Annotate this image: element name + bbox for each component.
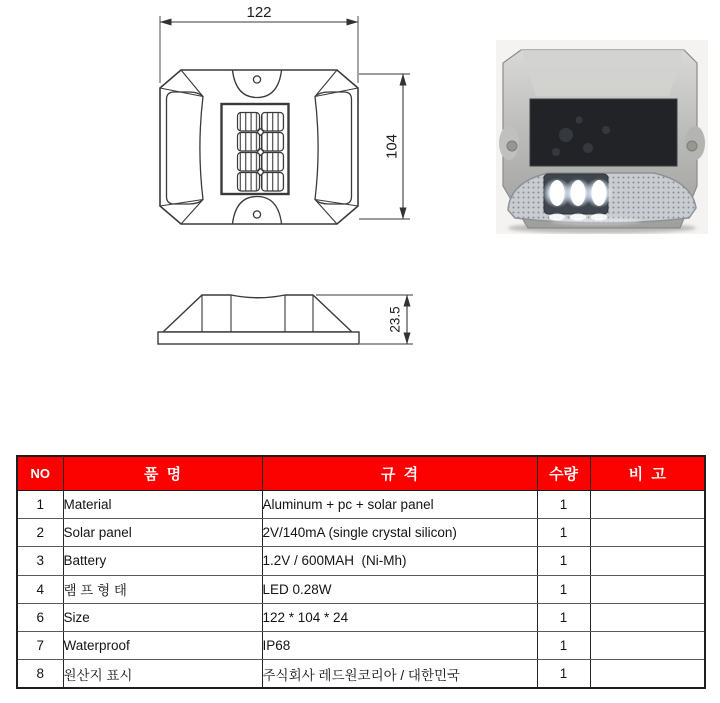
product-photo-art	[496, 40, 708, 234]
cell-note	[590, 491, 705, 519]
side-body-outline	[163, 295, 352, 332]
table-row	[17, 519, 705, 547]
cell-spec: 1.2V / 600MAH (Ni-Mh)	[262, 547, 537, 575]
table-row	[17, 660, 705, 689]
cell-no: 3	[17, 547, 63, 575]
cell-no: 1	[17, 491, 63, 519]
side-view-drawing	[158, 295, 413, 344]
cell-note	[590, 575, 705, 603]
col-header-name: 품 명	[63, 456, 262, 491]
cell-spec: Aluminum + pc + solar panel	[262, 491, 537, 519]
dim-label-height: 104	[383, 133, 401, 160]
cell-name: Solar panel	[63, 519, 262, 547]
cell-name: 원산지 표시	[63, 660, 262, 689]
cell-name: Material	[63, 491, 262, 519]
side-base-plate	[158, 332, 359, 344]
table-row	[17, 603, 705, 631]
col-header-qty: 수량	[537, 456, 590, 491]
top-view-height-dimension	[359, 74, 410, 219]
dim-label-width: 122	[246, 4, 272, 21]
cell-spec: 2V/140mA (single crystal silicon)	[262, 519, 537, 547]
dim-label-side-height: 23.5	[387, 306, 403, 333]
product-photo	[496, 40, 708, 234]
cell-no: 8	[17, 660, 63, 689]
cell-no: 6	[17, 603, 63, 631]
cell-name: Size	[63, 603, 262, 631]
cell-name: Waterproof	[63, 631, 262, 659]
top-view-drawing	[160, 4, 410, 224]
col-header-spec: 규 격	[262, 456, 537, 491]
cell-spec: 122 * 104 * 24	[262, 603, 537, 631]
cell-note	[590, 547, 705, 575]
cell-note	[590, 631, 705, 659]
photo-left-ear-hole	[507, 141, 517, 151]
cell-note	[590, 603, 705, 631]
cell-qty: 1	[537, 603, 590, 631]
cell-qty: 1	[537, 631, 590, 659]
table-row	[17, 631, 705, 659]
cell-name: 램 프 형 태	[63, 575, 262, 603]
cell-no: 7	[17, 631, 63, 659]
cell-spec: LED 0.28W	[262, 575, 537, 603]
table-row	[17, 575, 705, 603]
col-header-no: NO	[17, 456, 63, 491]
cell-qty: 1	[537, 519, 590, 547]
spec-table	[16, 455, 706, 689]
photo-right-ear-hole	[687, 141, 697, 151]
cell-note	[590, 519, 705, 547]
cell-qty: 1	[537, 491, 590, 519]
col-header-note: 비 고	[590, 456, 705, 491]
table-header-row	[17, 456, 705, 491]
cell-no: 2	[17, 519, 63, 547]
cell-note	[590, 660, 705, 689]
cell-spec: 주식회사 레드원코리아 / 대한민국	[262, 660, 537, 689]
cell-no: 4	[17, 575, 63, 603]
cell-qty: 1	[537, 575, 590, 603]
cell-qty: 1	[537, 660, 590, 689]
cell-name: Battery	[63, 547, 262, 575]
cell-spec: IP68	[262, 631, 537, 659]
cell-qty: 1	[537, 547, 590, 575]
table-row	[17, 491, 705, 519]
table-row	[17, 547, 705, 575]
photo-top-face	[521, 50, 684, 96]
